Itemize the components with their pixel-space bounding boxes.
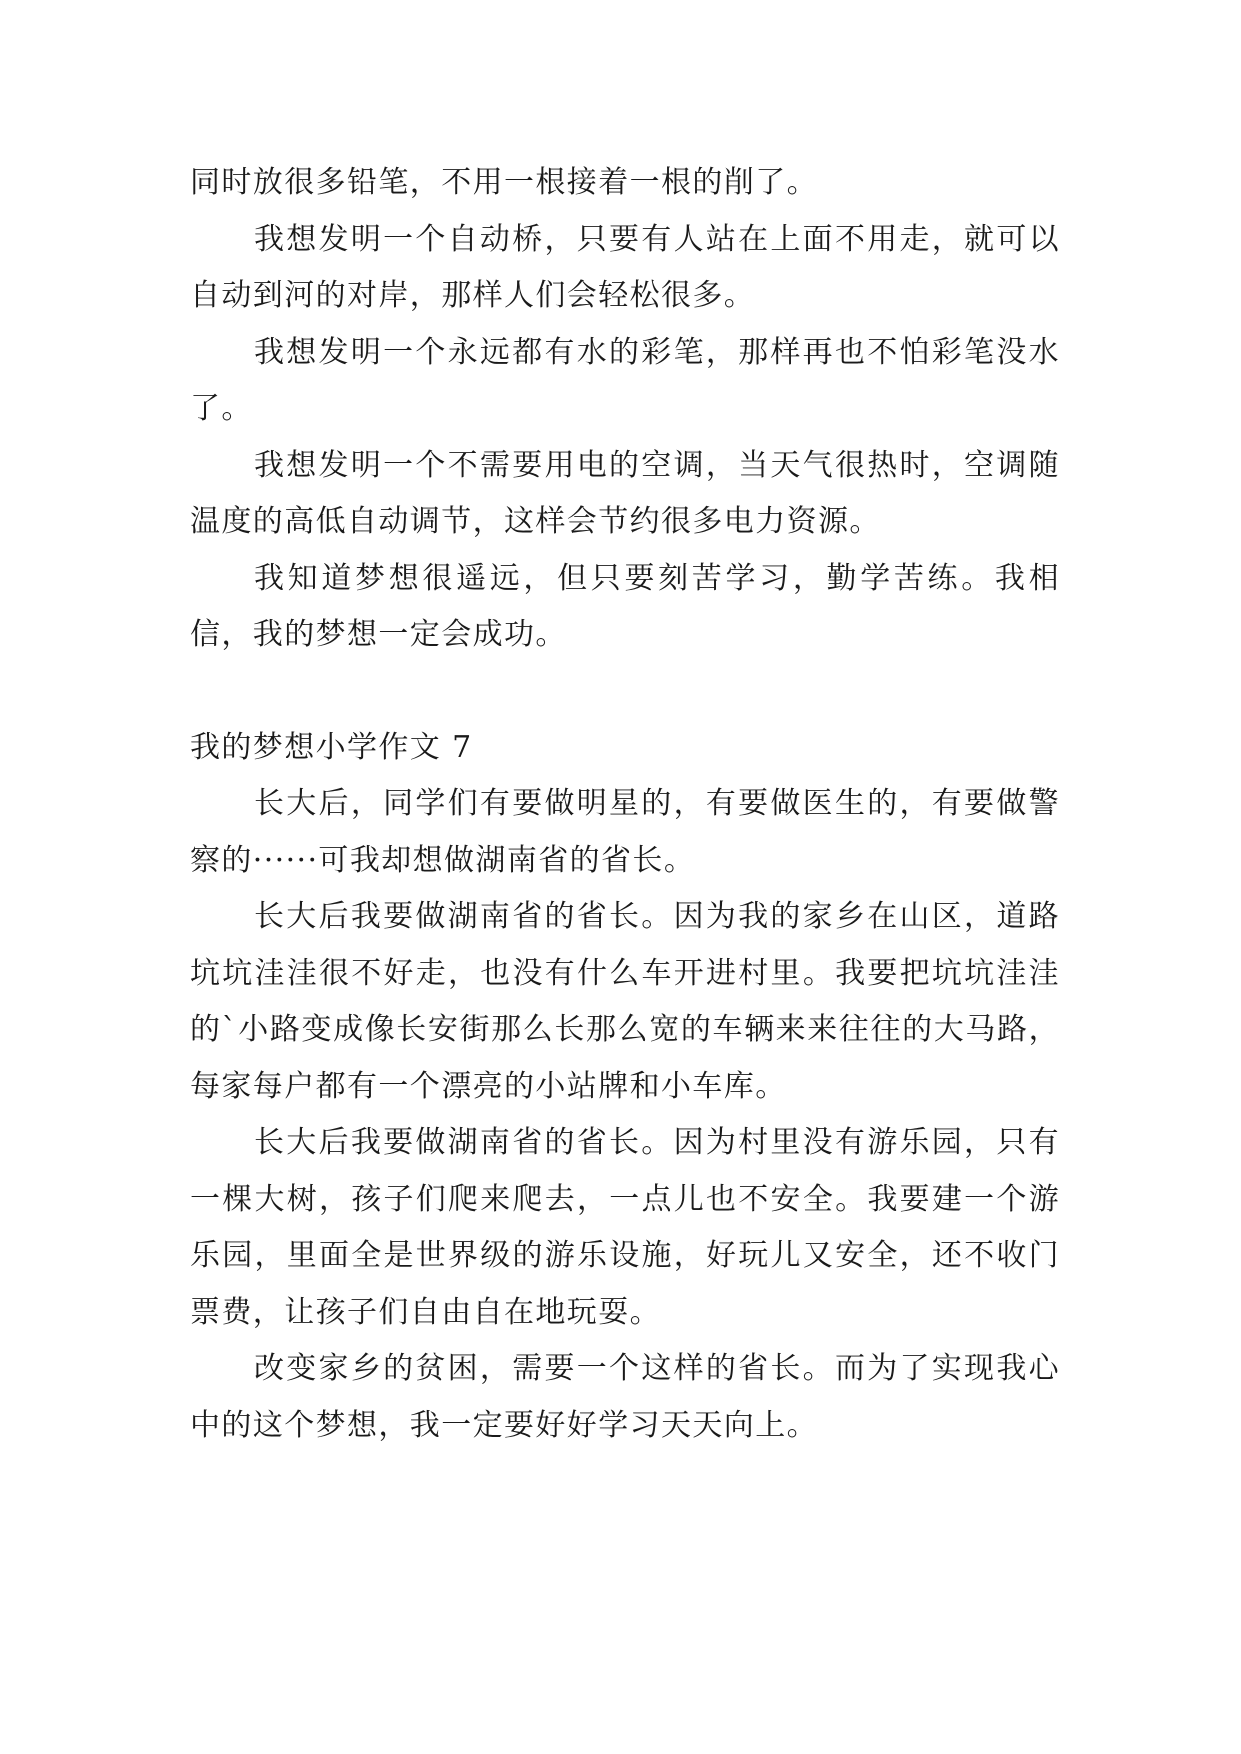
document-body: [190, 155, 1060, 1454]
essay-title: 我的梦想小学作文 7: [190, 729, 473, 765]
paragraph-roads: 长大后我要做湖南省的省长。因为我的家乡在山区，道路坑坑洼洼很不好走，也没有什么车开进村里。我要把坑坑洼洼的`小路变成像长安街那么长那么宽的车辆来来往往的大马路，每家每户都有一个漂亮的小站牌和小车库。: [190, 899, 1060, 1104]
paragraph-auto-bridge: 我想发明一个自动桥，只要有人站在上面不用走，就可以自动到河的对岸，那样人们会轻松很多。: [190, 221, 1060, 313]
paragraph-intro: 长大后，同学们有要做明星的，有要做医生的，有要做警察的······可我却想做湖南省的省长。: [190, 786, 1060, 878]
paragraph-color-pen: 我想发明一个永远都有水的彩笔，那样再也不怕彩笔没水了。: [190, 334, 1060, 426]
paragraph-dream-conclusion: 我知道梦想很遥远，但只要刻苦学习，勤学苦练。我相信，我的梦想一定会成功。: [190, 560, 1060, 652]
paragraph-closing: 改变家乡的贫困，需要一个这样的省长。而为了实现我心中的这个梦想，我一定要好好学习天天向上。: [190, 1351, 1060, 1443]
paragraph-air-conditioner: 我想发明一个不需要用电的空调，当天气很热时，空调随温度的高低自动调节，这样会节约很多电力资源。: [190, 447, 1060, 539]
lead-paragraph: 同时放很多铅笔，不用一根接着一根的削了。: [190, 165, 818, 200]
paragraph-playground: 长大后我要做湖南省的省长。因为村里没有游乐园，只有一棵大树，孩子们爬来爬去，一点儿也不安全。我要建一个游乐园，里面全是世界级的游乐设施，好玩儿又安全，还不收门票费，让孩子们自由自在地玩耍。: [190, 1125, 1060, 1330]
